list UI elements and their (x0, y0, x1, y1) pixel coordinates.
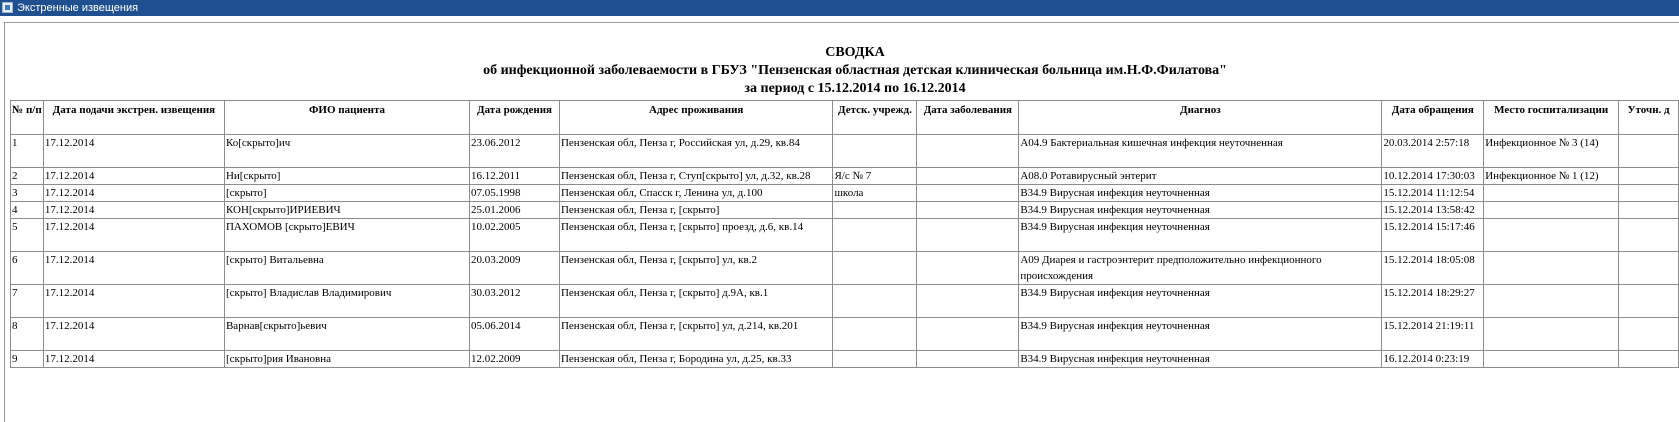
cell-date-filed: 17.12.2014 (43, 285, 224, 318)
cell-patient: КОН[скрыто]ИРИЕВИЧ (224, 202, 469, 219)
cell-diagnosis: B34.9 Вирусная инфекция неуточненная (1019, 202, 1382, 219)
cell-num: 2 (11, 168, 44, 185)
cell-hosp-place: Инфекционное № 1 (12) (1484, 168, 1619, 185)
cell-date-filed: 17.12.2014 (43, 252, 224, 285)
cell-num: 5 (11, 219, 44, 252)
cell-refined (1619, 135, 1679, 168)
cell-date-appeal: 20.03.2014 2:57:18 (1382, 135, 1484, 168)
cell-date-filed: 17.12.2014 (43, 351, 224, 368)
table-row[interactable] (11, 318, 1679, 351)
cell-child-inst (833, 202, 917, 219)
cell-address: Пензенская обл, Пенза г, [скрыто] ул, кв.2 (559, 252, 833, 285)
cell-child-inst (833, 351, 917, 368)
cell-child-inst (833, 285, 917, 318)
cell-date-appeal: 15.12.2014 18:05:08 (1382, 252, 1484, 285)
report-header (0, 44, 1679, 98)
cell-date-ill (917, 168, 1019, 185)
table-row[interactable] (11, 135, 1679, 168)
table-row[interactable] (11, 185, 1679, 202)
cell-diagnosis: B34.9 Вирусная инфекция неуточненная (1019, 351, 1382, 368)
cell-date-appeal: 15.12.2014 11:12:54 (1382, 185, 1484, 202)
report-subheading: об инфекционной заболеваемости в ГБУЗ "Пензенская областная детская клиническая больница им.Н.Ф.Филатова" (483, 63, 1227, 78)
report-heading: СВОДКА (825, 45, 885, 60)
cell-child-inst (833, 318, 917, 351)
table-row[interactable] (11, 252, 1679, 285)
col-header-num: № п/п (11, 101, 44, 135)
cell-date-filed: 17.12.2014 (43, 318, 224, 351)
cell-date-filed: 17.12.2014 (43, 185, 224, 202)
cell-birth: 25.01.2006 (470, 202, 560, 219)
cell-birth: 07.05.1998 (470, 185, 560, 202)
cell-num: 9 (11, 351, 44, 368)
cell-hosp-place: Инфекционное № 3 (14) (1484, 135, 1619, 168)
col-header-refined: Уточн. д (1619, 101, 1679, 135)
cell-child-inst (833, 252, 917, 285)
cell-diagnosis: B34.9 Вирусная инфекция неуточненная (1019, 318, 1382, 351)
cell-address: Пензенская обл, Пенза г, Ступ[скрыто] ул, д.32, кв.28 (559, 168, 833, 185)
window-title: Экстренные извещения (17, 2, 139, 14)
cell-address: Пензенская обл, Пенза г, Бородина ул, д.25, кв.33 (559, 351, 833, 368)
cell-address: Пензенская обл, Спасск г, Ленина ул, д.100 (559, 185, 833, 202)
table-row[interactable] (11, 351, 1679, 368)
cell-patient: ПАХОМОВ [скрыто]ЕВИЧ (224, 219, 469, 252)
cell-num: 7 (11, 285, 44, 318)
cell-refined (1619, 318, 1679, 351)
cell-num: 3 (11, 185, 44, 202)
cell-refined (1619, 351, 1679, 368)
cell-patient: Варнав[скрыто]ьевич (224, 318, 469, 351)
cell-child-inst: Я/с № 7 (833, 168, 917, 185)
col-header-date-filed: Дата подачи экстрен. извещения (43, 101, 224, 135)
cell-hosp-place (1484, 318, 1619, 351)
cell-birth: 10.02.2005 (470, 219, 560, 252)
cell-diagnosis: B34.9 Вирусная инфекция неуточненная (1019, 185, 1382, 202)
col-header-birth: Дата рождения (470, 101, 560, 135)
table-header-row (11, 101, 1679, 135)
cell-hosp-place (1484, 202, 1619, 219)
col-header-child-inst: Детск. учрежд. (833, 101, 917, 135)
cell-refined (1619, 252, 1679, 285)
cell-date-ill (917, 285, 1019, 318)
cell-date-appeal: 15.12.2014 18:29:27 (1382, 285, 1484, 318)
cell-diagnosis: A04.9 Бактериальная кишечная инфекция неуточненная (1019, 135, 1382, 168)
cell-birth: 16.12.2011 (470, 168, 560, 185)
cell-date-ill (917, 252, 1019, 285)
cell-hosp-place (1484, 285, 1619, 318)
cell-date-filed: 17.12.2014 (43, 219, 224, 252)
cell-hosp-place (1484, 185, 1619, 202)
cell-date-ill (917, 351, 1019, 368)
cell-patient: [скрыто] Витальевна (224, 252, 469, 285)
cell-date-ill (917, 219, 1019, 252)
cell-birth: 05.06.2014 (470, 318, 560, 351)
cell-hosp-place (1484, 219, 1619, 252)
cell-hosp-place (1484, 351, 1619, 368)
cell-refined (1619, 202, 1679, 219)
cell-diagnosis: A08.0 Ротавирусный энтерит (1019, 168, 1382, 185)
cell-diagnosis: B34.9 Вирусная инфекция неуточненная (1019, 285, 1382, 318)
cell-refined (1619, 185, 1679, 202)
cell-num: 8 (11, 318, 44, 351)
cell-patient: Ни[скрыто] (224, 168, 469, 185)
cell-diagnosis: A09 Диарея и гастроэнтерит предположительно инфекционного происхождения (1019, 252, 1382, 285)
cell-date-ill (917, 185, 1019, 202)
col-header-patient: ФИО пациента (224, 101, 469, 135)
cell-num: 1 (11, 135, 44, 168)
cell-child-inst: школа (833, 185, 917, 202)
table-row[interactable] (11, 219, 1679, 252)
cell-num: 6 (11, 252, 44, 285)
cell-birth: 30.03.2012 (470, 285, 560, 318)
window-titlebar[interactable] (0, 0, 1679, 16)
cell-date-filed: 17.12.2014 (43, 202, 224, 219)
cell-date-appeal: 15.12.2014 15:17:46 (1382, 219, 1484, 252)
cell-refined (1619, 168, 1679, 185)
cell-date-appeal: 16.12.2014 0:23:19 (1382, 351, 1484, 368)
cell-address: Пензенская обл, Пенза г, [скрыто] ул, д.214, кв.201 (559, 318, 833, 351)
cell-address: Пензенская обл, Пенза г, [скрыто] (559, 202, 833, 219)
cell-date-appeal: 10.12.2014 17:30:03 (1382, 168, 1484, 185)
col-header-address: Адрес проживания (559, 101, 833, 135)
cell-date-filed: 17.12.2014 (43, 168, 224, 185)
cell-date-appeal: 15.12.2014 21:19:11 (1382, 318, 1484, 351)
report-period: за период с 15.12.2014 по 16.12.2014 (744, 81, 966, 96)
cell-date-ill (917, 318, 1019, 351)
cell-patient: [скрыто]рия Ивановна (224, 351, 469, 368)
col-header-date-ill: Дата заболевания (917, 101, 1019, 135)
table-body (11, 135, 1679, 368)
notifications-table (10, 100, 1679, 368)
cell-address: Пензенская обл, Пенза г, Российская ул, д.29, кв.84 (559, 135, 833, 168)
table-row[interactable] (11, 168, 1679, 185)
cell-refined (1619, 285, 1679, 318)
cell-date-filed: 17.12.2014 (43, 135, 224, 168)
cell-birth: 12.02.2009 (470, 351, 560, 368)
cell-address: Пензенская обл, Пенза г, [скрыто] проезд, д.6, кв.14 (559, 219, 833, 252)
col-header-date-appeal: Дата обращения (1382, 101, 1484, 135)
cell-date-appeal: 15.12.2014 13:58:42 (1382, 202, 1484, 219)
cell-diagnosis: B34.9 Вирусная инфекция неуточненная (1019, 219, 1382, 252)
window-icon (2, 2, 13, 13)
cell-patient: [скрыто] Владислав Владимирович (224, 285, 469, 318)
cell-refined (1619, 219, 1679, 252)
cell-patient: Ко[скрыто]ич (224, 135, 469, 168)
cell-date-ill (917, 135, 1019, 168)
cell-hosp-place (1484, 252, 1619, 285)
cell-num: 4 (11, 202, 44, 219)
table-row[interactable] (11, 202, 1679, 219)
cell-address: Пензенская обл, Пенза г, [скрыто] д.9А, кв.1 (559, 285, 833, 318)
col-header-diagnosis: Диагноз (1019, 101, 1382, 135)
cell-date-ill (917, 202, 1019, 219)
table-row[interactable] (11, 285, 1679, 318)
cell-birth: 23.06.2012 (470, 135, 560, 168)
cell-patient: [скрыто] (224, 185, 469, 202)
col-header-hosp-place: Место госпитализации (1484, 101, 1619, 135)
cell-birth: 20.03.2009 (470, 252, 560, 285)
cell-child-inst (833, 135, 917, 168)
cell-child-inst (833, 219, 917, 252)
